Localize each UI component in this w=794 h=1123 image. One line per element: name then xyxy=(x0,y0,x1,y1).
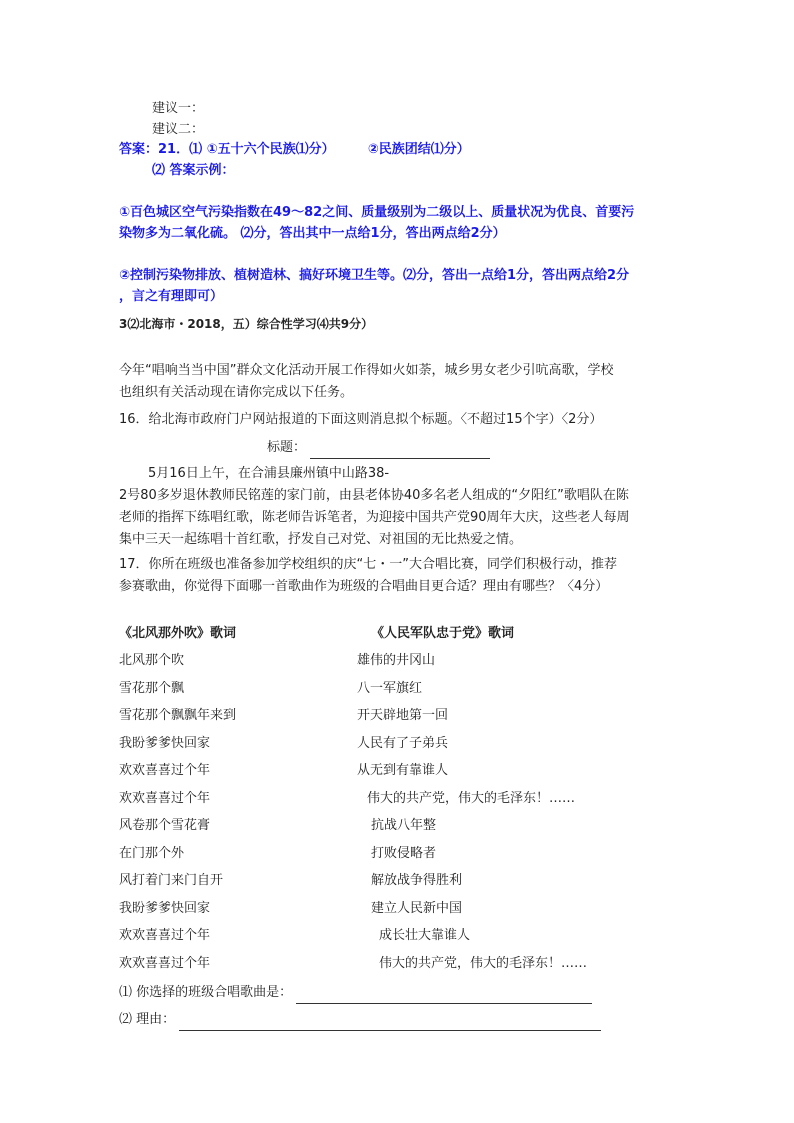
song-left-line: 雪花那个飘飘年来到 xyxy=(119,708,237,723)
title-label: 标题： xyxy=(267,440,307,455)
song-right-line: 八一军旗红 xyxy=(357,681,423,696)
news-line-2: 2号80多岁退休教师民铭莲的家门前，由县老体协40多名老人组成的“夕阳红”歌唱队在陈 xyxy=(119,488,629,503)
news-line-4: 集中三天一起练唱十首红歌，抒发自己对党、对祖国的无比热爱之情。 xyxy=(119,532,523,547)
song-left-line: 欢欢喜喜过个年 xyxy=(119,956,211,971)
intro-line-1: 今年“唱响当当中国”群众文化活动开展工作得如火如荼，城乡男女老少引吭高歌，学校 xyxy=(119,363,614,378)
news-line-3: 老师的指挥下练唱红歌，陈老师告诉笔者，为迎接中国共产党90周年大庆，这些老人每周 xyxy=(119,510,630,525)
title-answer-blank[interactable] xyxy=(310,444,490,459)
title-field-row xyxy=(267,437,490,459)
intro-line-2: 也组织有关活动现在请你完成以下任务。 xyxy=(119,385,354,400)
reason-row xyxy=(119,1009,601,1031)
suggestion-2-label: 建议二： xyxy=(152,122,205,137)
question-17-line-2: 参赛歌曲，你觉得下面哪一首歌曲作为班级的合唱曲目更合适？理由有哪些？〈4分） xyxy=(119,579,609,594)
song-right-line: 成长壮大靠谁人 xyxy=(379,928,471,943)
song-left-title: 《北风那外吹》歌词 xyxy=(119,626,237,641)
song-right-line: 伟大的共产党，伟大的毛泽东！…… xyxy=(379,956,588,971)
suggestion-1-label: 建议一： xyxy=(152,101,205,116)
song-right-line: 雄伟的井冈山 xyxy=(357,653,436,668)
answer-p1-line2: 染物多为二氧化硫。 ⑵分，答出其中一点给1分，答出两点给2分） xyxy=(119,226,506,241)
song-left-line: 欢欢喜喜过个年 xyxy=(119,791,211,806)
song-right-line: 开天辟地第一回 xyxy=(357,708,449,723)
song-left-line: 风打着门来门自开 xyxy=(119,873,224,888)
reason-label: ⑵ 理由： xyxy=(119,1012,176,1027)
answer-part-1: 答案：21．⑴ ①五十六个民族⑴分） xyxy=(119,142,335,157)
song-choice-row xyxy=(119,982,592,1004)
section-heading: 3⑵北海市・2018，五）综合性学习⑷共9分） xyxy=(119,317,374,331)
song-right-line: 从无到有靠谁人 xyxy=(357,763,449,778)
question-17-line-1: 17．你所在班级也准备参加学校组织的庆“七・一”大合唱比赛，同学们积极行动，推荐 xyxy=(119,557,618,572)
song-right-line: 伟大的共产党，伟大的毛泽东！…… xyxy=(367,791,576,806)
reason-blank[interactable] xyxy=(179,1016,601,1031)
answer-line-1 xyxy=(119,139,470,161)
question-16: 16．给北海市政府门户网站报道的下面这则消息拟个标题。〈不超过15个字）〈2分） xyxy=(119,412,603,427)
song-right-line: 人民有了子弟兵 xyxy=(357,736,449,751)
song-right-line: 打败侵略者 xyxy=(371,846,437,861)
song-left-line: 在门那个外 xyxy=(119,846,185,861)
answer-p1-line1: ①百色城区空气污染指数在49～82之间、质量级别为二级以上、质量状况为优良、首要污 xyxy=(119,205,635,220)
song-right-title: 《人民军队忠于党》歌词 xyxy=(371,626,515,641)
answer-line-2: ⑵ 答案示例： xyxy=(152,163,235,178)
song-left-line: 欢欢喜喜过个年 xyxy=(119,928,211,943)
answer-p2-line2: ，言之有理即可） xyxy=(119,289,224,304)
answer-p2-line1: ②控制污染物排放、植树造林、搞好环境卫生等。⑵分，答出一点给1分，答出两点给2分 xyxy=(119,268,630,283)
song-right-line: 解放战争得胜利 xyxy=(371,873,463,888)
answer-part-2: ②民族团结⑴分） xyxy=(367,142,470,157)
song-right-line: 建立人民新中国 xyxy=(371,901,463,916)
news-line-1: 5月16日上午，在合浦县廉州镇中山路38- xyxy=(148,466,390,481)
song-left-line: 雪花那个飘 xyxy=(119,681,185,696)
song-left-line: 欢欢喜喜过个年 xyxy=(119,763,211,778)
song-choice-label: ⑴ 你选择的班级合唱歌曲是： xyxy=(119,985,293,1000)
song-left-line: 风卷那个雪花膏 xyxy=(119,818,211,833)
song-left-line: 北风那个吹 xyxy=(119,653,185,668)
song-right-line: 抗战八年整 xyxy=(371,818,437,833)
song-choice-blank[interactable] xyxy=(296,989,592,1004)
song-left-line: 我盼爹爹快回家 xyxy=(119,901,211,916)
song-left-line: 我盼爹爹快回家 xyxy=(119,736,211,751)
